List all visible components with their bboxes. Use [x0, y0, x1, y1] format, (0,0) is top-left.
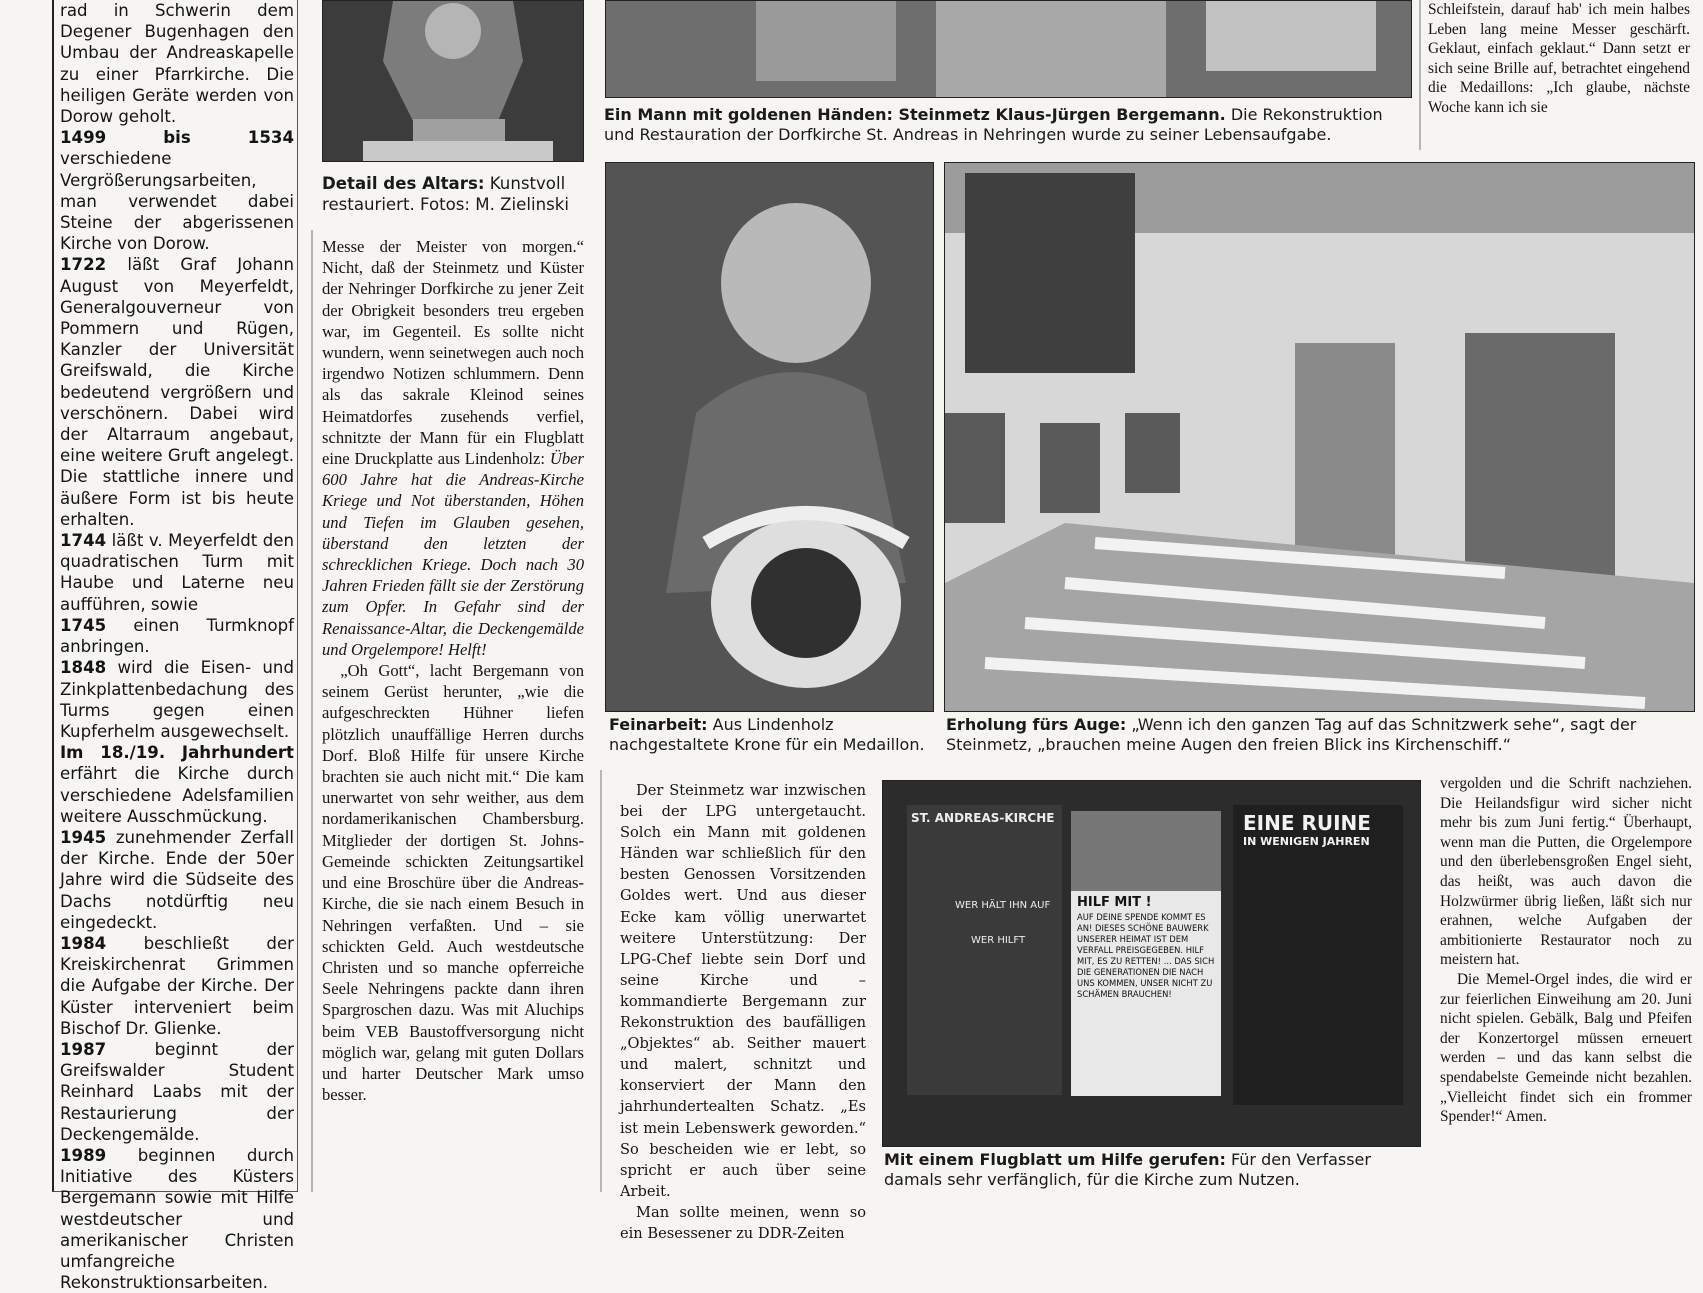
- church-interior-photo: [944, 162, 1695, 712]
- erholung-caption-text: „Wenn ich den ganzen Tag auf das Schnitzwerk sehe“, sagt der Steinmetz, „brauchen meine Augen den freien Blick ins Kirchenschiff.“: [946, 715, 1637, 754]
- chronology-text: einen Turmknopf anbringen.: [60, 615, 294, 657]
- top-caption-bold: Ein Mann mit goldenen Händen: Steinmetz Klaus-Jürgen Bergemann.: [604, 105, 1226, 124]
- chronology-year: 1989: [60, 1145, 107, 1165]
- chronology-entry: [60, 530, 294, 615]
- article-column-3: [620, 780, 866, 1242]
- chronology-text: läßt v. Meyerfeldt den quadratischen Turm mit Haube und Laterne neu aufführen, sowie: [60, 531, 294, 614]
- chronology-year: Im 18./19. Jahrhundert: [60, 743, 294, 763]
- chronology-text: läßt Graf Johann August von Meyerfeldt, Generalgouverneur von Pommern und Rügen, Kanzler der Universität Greifswald, die Kirche bedeutend vergrößern und verschönern. Dabei wird der Altarraum angebaut, eine weitere Gruft angelegt. Die stattliche innere und äußere Form ist bis heute erhalten.: [60, 255, 294, 529]
- right-column-bottom-paragraph: Die Memel-Orgel indes, die wird er zur feierlichen Einweihung am 20. Juni nicht spielen. Gebälk, Balg und Pfeifen der Konzertorgel müssen erneuert werden – und das kann selbst die spendabelste Gemeinde nicht bezahlen. „Vielleicht findet sich ein frommer Spender!“ Amen.: [1440, 970, 1692, 1126]
- column-2-italic-quote: Über 600 Jahre hat die Andreas-Kirche Kriege und Not überstanden, Höhen und Tiefen im Glauben gesehen, überstand den letzten der schrecklichen Kriege. Doch nach 30 Jahren Frieden fällt sie der Zerstörung zum Opfer. In Gefahr sind der Renaissance-Altar, die Deckengemälde und Orgelempore! Helft!: [322, 449, 584, 659]
- chronology-text: wird die Eisen- und Zinkplattenbedachung des Turms gegen einen Kupferhelm ausgewechselt.: [60, 658, 294, 741]
- poster-help-text: AUF DEINE SPENDE KOMMT ES AN! DIESES SCHÖNE BAUWERK UNSERER HEIMAT IST DEM VERFALL PREISGEGEBEN. HILF MIT, ES ZU RETTEN! ... DAS SICH DIE GENERATIONEN DIE NACH UNS KOMMEN, UNSER NICHT ZU SCHÄMEN BRAUCHEN!: [1077, 912, 1215, 999]
- chronology-year: 1499 bis 1534: [60, 128, 294, 148]
- flugblatt-caption: [884, 1150, 1424, 1194]
- poster-right-subtitle: IN WENIGEN JAHREN: [1243, 835, 1370, 848]
- chronology-year: 1987: [60, 1039, 107, 1059]
- chronology-text: beginnen durch Initiative des Küsters Bergemann sowie mit Hilfe westdeutscher und amerikanischer Christen umfangreiche Rekonstruktionsarbeiten.: [60, 1145, 294, 1293]
- chronology-text: verschiedene Vergrößerungsarbeiten, man verwendet dabei Steine der abgerissenen Kirche von Dorow.: [60, 149, 294, 254]
- chronology-text: beginnt der Greifswalder Student Reinhard Laabs mit der Restaurierung der Deckengemälde.: [60, 1039, 295, 1144]
- poster-left-question-2: WER HILFT: [971, 935, 1026, 946]
- erholung-caption: [946, 715, 1698, 757]
- top-church-photo: [605, 0, 1412, 98]
- article-column-2: [322, 236, 584, 1192]
- chronology-entry: [60, 933, 294, 1039]
- poster-right-title: EINE RUINE: [1243, 811, 1371, 835]
- flugblatt-caption-text: Für den Verfasser damals sehr verfänglich, für die Kirche zum Nutzen.: [884, 1150, 1371, 1189]
- poster-right-panel: [1233, 805, 1403, 1105]
- chronology-year: 1945: [60, 827, 107, 847]
- flugblatt-poster-photo: [882, 780, 1421, 1147]
- right-column-top-paragraph: Schleifstein, darauf hab' ich mein halbes Leben lang meine Messer geschärft. Geklaut, einfach geklaut.“ Dann setzt er sich seine Brille auf, betrachtet eingehend die Medaillons: „Ich glaube, nächste Woche kann ich sie: [1428, 1, 1690, 116]
- chronology-text: zunehmender Zerfall der Kirche. Ende der 50er Jahre wird die Südseite des Dachs notdürftig neu eingedeckt.: [60, 827, 294, 932]
- chronology-entry: [60, 1145, 294, 1293]
- chronology-entry: [60, 657, 294, 742]
- feinarbeit-caption-text: Aus Lindenholz nachgestaltete Krone für ein Medaillon.: [609, 715, 925, 754]
- altar-caption-bold: Detail des Altars:: [322, 174, 485, 193]
- column-2-paragraph: [322, 660, 584, 1105]
- chronology-year: 1984: [60, 933, 107, 953]
- chronology-year: 1745: [60, 615, 107, 635]
- chronology-entry: [60, 1039, 294, 1145]
- top-caption-text: Die Rekonstruktion und Restauration der Dorfkirche St. Andreas in Nehringen wurde zu seiner Lebensaufgabe.: [604, 105, 1383, 144]
- altar-detail-photo: [322, 0, 584, 162]
- chronology-entry: [60, 742, 294, 827]
- top-photo-caption: [604, 105, 1414, 147]
- chronology-entry: [60, 254, 294, 530]
- flugblatt-caption-bold: Mit einem Flugblatt um Hilfe gerufen:: [884, 1150, 1226, 1169]
- right-column-bottom-text: [1440, 774, 1692, 1192]
- right-column-top-text: [1428, 0, 1690, 150]
- poster-left-question-1: WER HÄLT IHN AUF: [955, 900, 1051, 911]
- poster-left-title: ST. ANDREAS-KIRCHE: [911, 811, 1055, 825]
- column-2-text: Messe der Meister von morgen.“ Nicht, daß der Steinmetz und Küster der Nehringer Dorfkirche zu jener Zeit der Obrigkeit besonders treu ergeben war, im Gegenteil. Es sollte nicht wundern, wenn seinetwegen auch noch irgendwo Notizen schlummern. Denn als das sakrale Kleinod seines Heimatdorfes zusehends verfiel, schnitzte der Mann für ein Flugblatt eine Druckplatte aus Lindenholz:: [322, 237, 584, 469]
- erholung-caption-bold: Erholung fürs Auge:: [946, 715, 1127, 734]
- chronology-entry: [60, 615, 294, 657]
- chronology-year: 1744: [60, 531, 107, 551]
- chronology-entry: [60, 0, 294, 127]
- column-3-paragraph: Der Steinmetz war inzwischen bei der LPG untergetaucht. Solch ein Mann mit goldenen Händen war schließlich für den besten Genossen Vorsitzenden Goldes wert. Und aus dieser Ecke kam völlig unerwartet weitere Unterstützung: Der LPG-Chef liebte sein Dorf und seine Kirche und – kommandierte Bergemann zur Rekonstruktion des baufälligen „Objektes“ ab. Seither mauert und malert, schnitzt und konserviert der Mann den jahrhundertealten Schatz. „Es ist mein Lebenswerk geworden.“ So bescheiden wie er lebt, so spricht er auch über seine Arbeit.: [620, 782, 866, 1200]
- right-column-bottom-paragraph: vergolden und die Schrift nachziehen. Die Heilandsfigur wird sicher nicht mehr bis zum Juni fertig.“ Überhaupt, wenn man die Putten, die Orgelempore und den überlebensgroßen Engel sieht, das heißt, was auch davon die Holzwürmer übrig ließen, läßt sich nur erahnen, welche Aufgaben der ambitionierte Restaurator noch zu meistern hat.: [1440, 775, 1692, 969]
- column-3-paragraph: Man sollte meinen, wenn so ein Besessener zu DDR-Zeiten: [620, 1203, 866, 1242]
- poster-help-title: HILF MIT !: [1077, 895, 1152, 910]
- poster-middle-image: [1071, 811, 1221, 891]
- column-2-text: „Oh Gott“, lacht Bergemann von seinem Gerüst herunter, „wie die aufgeschreckten Hühner liefen plötzlich unauffällige Herren durchs Dorf. Bloß Hilfe für unsere Kirche brachten sie auch nicht mit.“ Die kam unerwartet von sehr weither, aus dem nordamerikanischen Chambersburg. Mitglieder der dortigen St. Johns-Gemeinde schickten Zeitungsartikel und eine Broschüre über die Andreas-Kirche, die sie nach einem Besuch in Nehringen verfaßten. Und – sie schickten Geld. Auch westdeutsche Christen und so manche opferreiche Seele Nehringens packte dann ihren Spargroschen dazu. Was mit Aluchips beim VEB Baustoffversorgung nicht möglich war, gelang mit guten Dollars und harter Deutscher Mark umso besser.: [322, 661, 584, 1105]
- chronology-year: 1848: [60, 658, 107, 678]
- chronology-column: [52, 0, 298, 1293]
- chronology-text: rad in Schwerin dem Degener Bugenhagen den Umbau der Andreaskapelle zu einer Pfarrkirche. Die heiligen Geräte werden von Dorow geholt.: [60, 1, 294, 127]
- altar-caption: [322, 173, 584, 217]
- column-2-paragraph: [322, 236, 584, 660]
- chronology-entry: [60, 127, 294, 254]
- feinarbeit-caption: [609, 715, 937, 757]
- chronology-year: 1722: [60, 255, 107, 275]
- chronology-entry: [60, 827, 294, 933]
- poster-left-panel: [907, 805, 1062, 1095]
- chronology-text: beschließt der Kreiskirchenrat Grimmen die Aufgabe der Kirche. Der Küster interveniert beim Bischof Dr. Glienke.: [60, 933, 294, 1038]
- craftsman-photo: [605, 162, 934, 712]
- feinarbeit-caption-bold: Feinarbeit:: [609, 715, 708, 734]
- chronology-text: erfährt die Kirche durch verschiedene Adelsfamilien weitere Ausschmückung.: [60, 764, 294, 826]
- altar-caption-text: Kunstvoll restauriert. Fotos: M. Zielinski: [322, 174, 569, 214]
- poster-middle-panel: [1071, 811, 1221, 1096]
